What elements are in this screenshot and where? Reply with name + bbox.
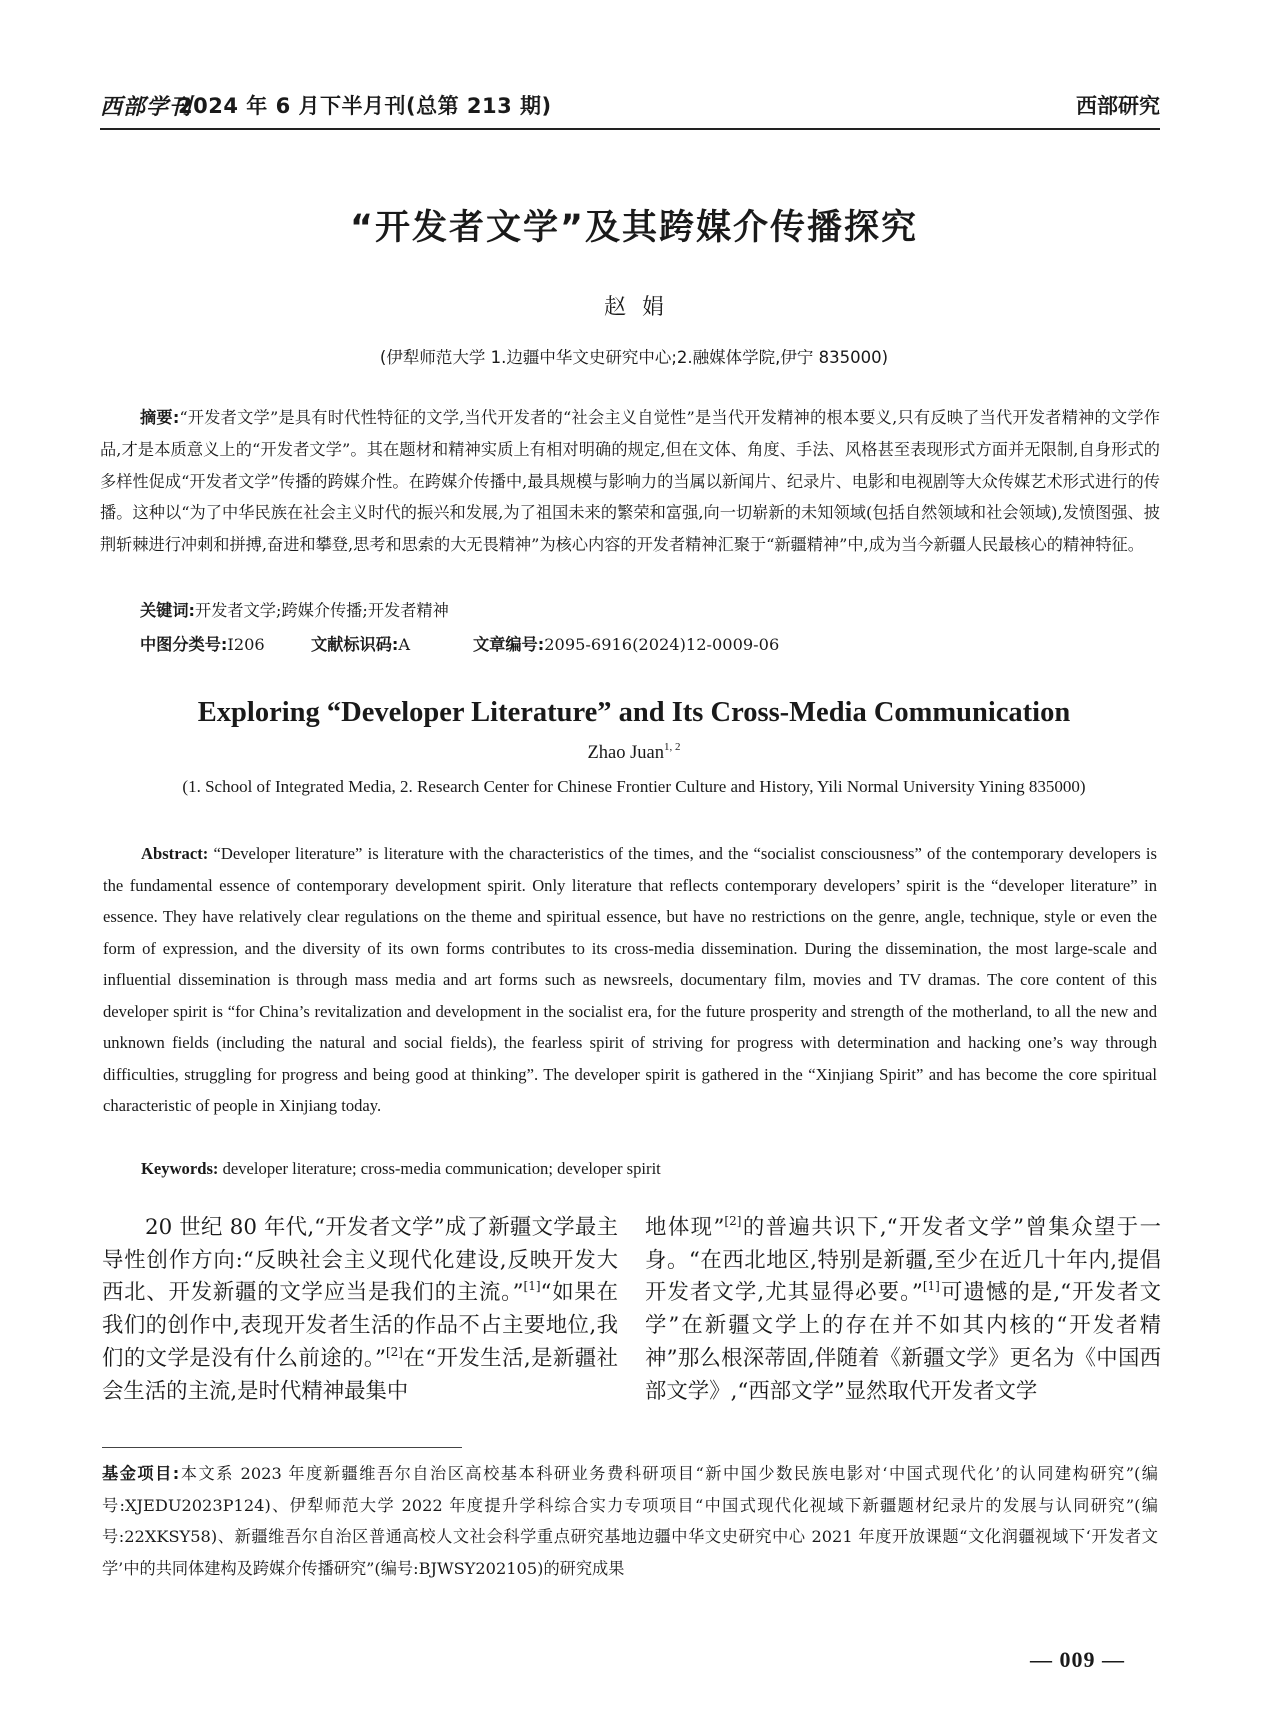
body-left-text-3: 在“开发生活,是新疆社会生活的主流,是时代精神最集中 [102, 1345, 618, 1404]
doc-code-value: A [398, 635, 411, 654]
funding-label: 基金项目: [102, 1464, 180, 1483]
author-en-affil-marks: 1, 2 [664, 741, 681, 753]
body-column-left [102, 1212, 618, 1408]
abstract-zh-text: “开发者文学”是具有时代性特征的文学,当代开发者的“社会主义自觉性”是当代开发精神的根本要义,只有反映了当代开发者精神的文学作品,才是本质意义上的“开发者文学”。其在题材和精神实质上有相对明确的规定,但在文体、角度、手法、风格甚至表现形式方面并无限制,自身形式的多样性促成“开发者文学”传播的跨媒介性。在跨媒介传播中,最具规模与影响力的当属以新闻片、纪录片、电影和电视剧等大众传媒艺术形式进行的传播。这种以“为了中华民族在社会主义时代的振兴和发展,为了祖国未来的繁荣和富强,向一切崭新的未知领域(包括自然领域和社会领域),发愤图强、披荆斩棘进行冲刺和拼搏,奋进和攀登,思考和思索的大无畏精神”为核心内容的开发者精神汇聚于“新疆精神”中,成为当今新疆人民最核心的精神特征。 [100, 408, 1160, 555]
abstract-en [103, 838, 1157, 1122]
affiliation-en: (1. School of Integrated Media, 2. Research Center for Chinese Frontier Culture and History, Yili Normal University Yining 835000) [182, 777, 1086, 796]
abstract-en-text: “Developer literature” is literature with the characteristics of the times, and the “socialist consciousness” of the contemporary developers is the fundamental essence of contemporary development spirit. Only literature that reflects contemporary developers’ spirit is the “developer literature” in essence. They have relatively clear regulations on the theme and spiritual essence, but have no restrictions on the genre, angle, technique, style or even the form of expression, and the diversity of its own forms contributes to its cross-media dissemination. During the dissemination, the most large-scale and influential dissemination is through mass media and art forms such as newsreels, documentary film, movies and TV dramas. The core content of this developer spirit is “for China’s revitalization and development in the socialist era, for the future prosperity and strength of the motherland, to all the new and unknown fields (including the natural and social fields), the fearless spirit of striving for progress with determination and hacking one’s way through difficulties, struggling for progress and being good at thinking”. The developer spirit is gathered in the “Xinjiang Spirit” and has become the core spiritual characteristic of people in Xinjiang today. [103, 844, 1158, 1115]
funding-footnote [102, 1458, 1158, 1585]
keywords-en-text: developer literature; cross-media communication; developer spirit [222, 1159, 661, 1178]
article-number-label: 文章编号: [473, 635, 545, 654]
citation-ref[interactable]: [1] [922, 1279, 940, 1294]
affiliation-zh: (伊犁师范大学 1.边疆中华文史研究中心;2.融媒体学院,伊宁 835000) [379, 348, 889, 367]
abstract-zh [100, 402, 1160, 561]
citation-ref[interactable]: [2] [724, 1214, 742, 1228]
keywords-en [141, 1159, 661, 1179]
running-header [100, 88, 1160, 124]
citation-ref[interactable]: [2] [385, 1344, 403, 1359]
funding-text: 本文系 2023 年度新疆维吾尔自治区高校基本科研业务费科研项目“新中国少数民族电影对‘中国式现代化’的认同建构研究”(编号:XJEDU2023P124)、伊犁师范大学 2022 年度提升学科综合实力专项项目“中国式现代化视域下新疆题材纪录片的发展与认同研究”(编号:22XKSY58)、新疆维吾尔自治区普通高校人文社会科学重点研究基地边疆中华文史研究中心 2021 年度开放课题“文化润疆视域下‘开发者文学’中的共同体建构及跨媒介传播研究”(编号:BJWSY202105)的研究成果 [102, 1464, 1158, 1579]
clc-value: I206 [227, 635, 265, 654]
section-name: 西部研究 [1076, 94, 1160, 118]
doc-code-label: 文献标识码: [311, 635, 399, 654]
author-en-name: Zhao Juan [587, 743, 665, 763]
keywords-zh-text: 开发者文学;跨媒介传播;开发者精神 [195, 601, 449, 620]
keywords-en-label: Keywords: [141, 1159, 219, 1178]
abstract-en-label: Abstract: [141, 844, 209, 863]
abstract-zh-label: 摘要: [140, 408, 180, 427]
article-title-zh: “开发者文学”及其跨媒介传播探究 [349, 208, 918, 248]
body-left-text-1: 20 世纪 80 年代,“开发者文学”成了新疆文学最主导性创作方向:“反映社会主义现代化建设,反映开发大西北、开发新疆的文学应当是我们的主流。” [102, 1215, 618, 1306]
body-column-right [645, 1212, 1161, 1408]
body-right-text-3: 可遗憾的是,“开发者文学”在新疆文学上的存在并不如其内核的“开发者精神”那么根深蒂固,伴随着《新疆文学》更名为《中国西部文学》,“西部文学”显然取代开发者文学 [645, 1280, 1161, 1404]
article-number-value: 2095-6916(2024)12-0009-06 [544, 635, 780, 654]
clc-number [140, 631, 265, 655]
body-left-text-2: “如果在我们的创作中,表现开发者生活的作品不占主要地位,我们的文学是没有什么前途的。” [102, 1280, 618, 1371]
body-right-text-1: 地体现” [645, 1215, 725, 1240]
clc-label: 中图分类号: [140, 635, 228, 654]
classification-row [140, 631, 1140, 655]
article-title-en: Exploring “Developer Literature” and Its Cross-Media Communication [197, 697, 1071, 728]
page-number: — 009 — [1030, 1647, 1125, 1672]
header-rule [100, 128, 1160, 130]
article-number [473, 631, 779, 655]
citation-ref[interactable]: [1] [523, 1279, 541, 1294]
author-en [0, 741, 1268, 764]
keywords-zh [140, 597, 449, 621]
keywords-zh-label: 关键词: [140, 601, 196, 620]
document-code [311, 631, 410, 655]
footnote-rule [102, 1447, 462, 1448]
issue-info: 2024 年 6 月下半月刊(总第 213 期) [178, 94, 552, 118]
body-right-text-2: 的普遍共识下,“开发者文学”曾集众望于一身。“在西北地区,特别是新疆,至少在近几十年内,提倡开发者文学,尤其显得必要。” [645, 1215, 1162, 1306]
author-zh: 赵娟 [603, 295, 680, 320]
journal-logo: 西部学刊 [100, 94, 193, 120]
